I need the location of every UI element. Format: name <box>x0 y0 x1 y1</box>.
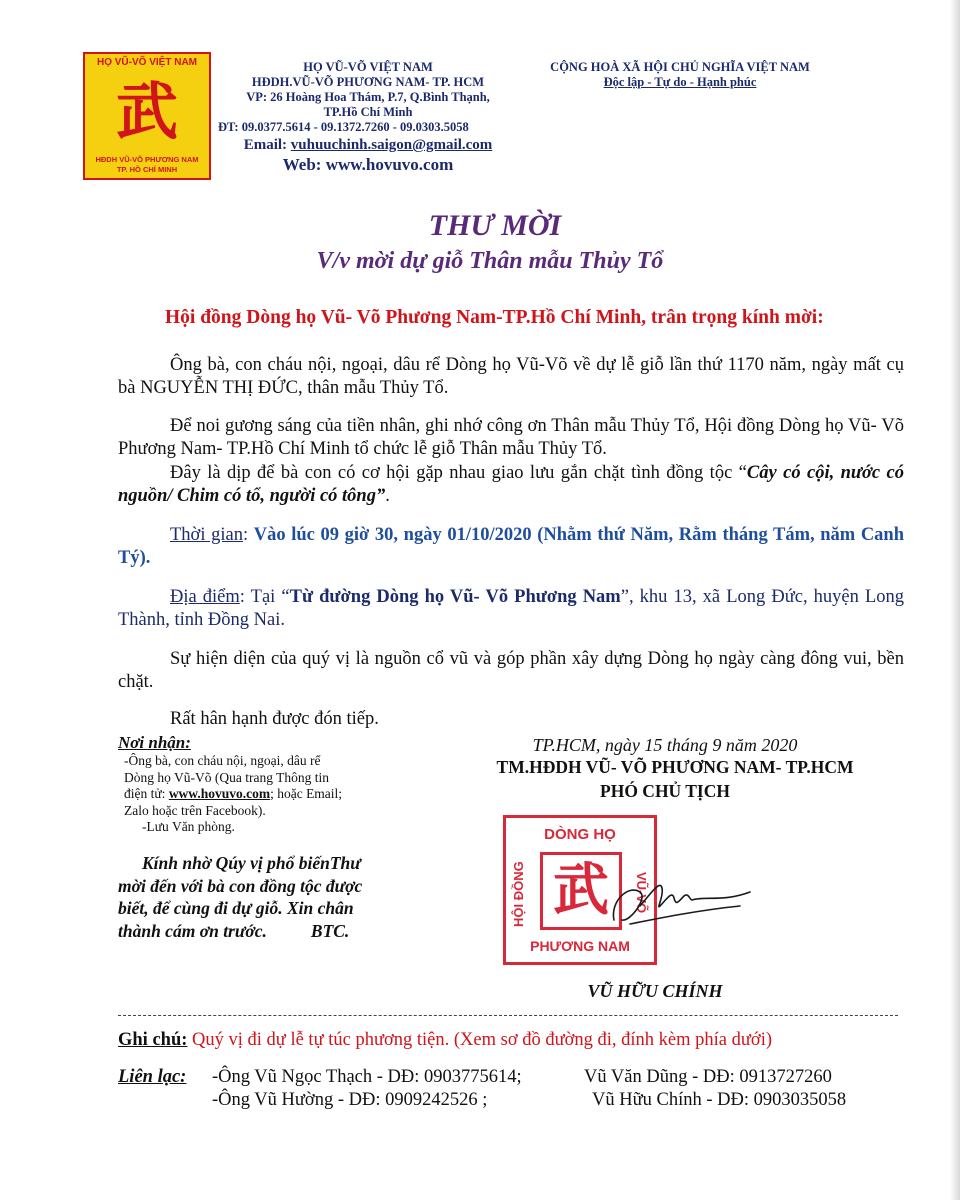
document-subtitle: V/v mời dự giỗ Thân mẫu Thủy Tổ <box>316 248 664 274</box>
divider-line <box>118 1015 898 1016</box>
contact-label: Liên lạc: <box>118 1067 187 1087</box>
logo-top-text: HỌ VŨ-VÕ VIỆT NAM <box>96 57 197 68</box>
clan-logo <box>83 52 211 180</box>
org-address: VP: 26 Hoàng Hoa Thám, P.7, Q.Bình Thạnh, <box>246 90 490 104</box>
logo-glyph: 武 <box>115 79 178 147</box>
note-label: Ghi chú: <box>118 1030 188 1050</box>
recipients-line4: Zalo hoặc trên Facebook). <box>124 802 266 818</box>
logo-bottom-line2: TP. HỒ CHÍ MINH <box>116 165 178 174</box>
org-line2: HĐDH.VŨ-VÕ PHƯƠNG NAM- TP. HCM <box>251 75 485 89</box>
contact-row-1 <box>118 1066 908 1089</box>
nation-motto: Độc lập - Tự do - Hạnh phúc <box>603 75 757 89</box>
recipients-block <box>118 733 418 836</box>
note-signoff: BTC. <box>310 920 350 941</box>
contact-row2-a: -Ông Vũ Hường - DĐ: 0909242526 ; <box>212 1090 488 1110</box>
nation-title: CỘNG HOÀ XÃ HỘI CHỦ NGHĨA VIỆT NAM <box>550 60 810 74</box>
sign-date: TP.HCM, ngày 15 tháng 9 năm 2020 <box>532 735 798 755</box>
page-edge-shadow <box>950 0 960 1200</box>
welcome-text: Rất hân hạnh được đón tiếp. <box>170 709 379 729</box>
stamp-right-text: VŨ-VÕ <box>634 872 649 914</box>
logo-bottom-line1: HĐDH VŨ-VÕ PHƯƠNG NAM <box>95 155 199 164</box>
contact-block <box>118 1066 908 1112</box>
time-value: Vào lúc 09 giờ 30, ngày 01/10/2020 (Nhằm thứ Năm, Rằm tháng Tám, năm Canh Tý). <box>118 525 905 568</box>
paragraph-4-text: Sự hiện diện của quý vị là nguồn cổ vũ và góp phần xây dựng Dòng họ ngày càng đông vui, bền chặt. <box>118 649 904 692</box>
time-label: Thời gian <box>170 525 243 545</box>
paragraph-4 <box>118 648 904 694</box>
note-line2: mời đến với bà con đồng tộc được <box>118 875 363 896</box>
note-line1: Kính nhờ Qúy vị phổ biếnThư <box>142 853 361 873</box>
org-email-line <box>218 136 518 154</box>
paragraph-3 <box>118 462 904 508</box>
org-email-label: Email: <box>243 137 288 153</box>
recipients-line3-pre: điện tử: <box>124 786 169 801</box>
contact-row1-a: -Ông Vũ Ngọc Thạch - DĐ: 0903775614; <box>212 1067 522 1087</box>
signer-name: VŨ HỮU CHÍNH <box>587 981 723 1001</box>
place-name: Từ đường Dòng họ Vũ- Võ Phương Nam <box>289 587 621 607</box>
paragraph-3-text: Đây là dịp để bà con có cơ hội gặp nhau giao lưu gắn chặt tình đồng tộc “ <box>170 463 747 483</box>
contact-row2-b: Vũ Hữu Chính - DĐ: 0903035058 <box>592 1090 847 1110</box>
signature-mark <box>600 862 760 942</box>
greeting: Hội đồng Dòng họ Vũ- Võ Phương Nam-TP.Hồ Chí Minh, trân trọng kính mời: <box>165 307 824 328</box>
place-label: Địa điểm <box>170 587 240 607</box>
national-header <box>530 60 830 90</box>
org-line1: HỌ VŨ-VÕ VIỆT NAM <box>303 60 433 74</box>
recipients-label: Nơi nhận: <box>118 733 191 752</box>
place-pre: Tại “ <box>250 587 290 607</box>
note-line <box>118 1029 772 1052</box>
org-header <box>218 60 518 175</box>
recipients-line3 <box>118 786 418 803</box>
note-line3: biết, để cùng đi dự giỗ. Xin chân <box>118 898 354 918</box>
recipients-line3-post: ; hoặc Email; <box>270 786 343 801</box>
contact-row-2 <box>118 1089 908 1112</box>
dissemination-note <box>118 852 428 942</box>
note-line4 <box>118 920 428 943</box>
sign-role: PHÓ CHỦ TỊCH <box>600 781 730 801</box>
stamp-bottom-text: PHƯƠNG NAM <box>530 938 630 954</box>
recipients-line5: -Lưu Văn phòng. <box>142 819 235 834</box>
document-title: THƯ MỜI <box>428 209 562 242</box>
org-city: TP.Hồ Chí Minh <box>323 105 413 119</box>
org-phone: ĐT: 09.0377.5614 - 09.1372.7260 - 09.0303.5058 <box>218 120 469 134</box>
paragraph-3-quote: Cây có cội, nước có nguồn/ Chim có tổ, người có tông” <box>118 463 904 506</box>
contact-row1-b: Vũ Văn Dũng - DĐ: 0913727260 <box>584 1067 832 1087</box>
paragraph-2 <box>118 415 904 461</box>
stamp-glyph: 武 <box>553 860 609 922</box>
note-line4-text: thành cám ơn trước. <box>118 920 267 941</box>
org-email-link[interactable]: vuhuuchinh.saigon@gmail.com <box>290 137 493 153</box>
stamp-left-text: HỘI ĐỒNG <box>511 861 526 927</box>
paragraph-3-end: . <box>385 486 390 506</box>
note-text: Quý vị đi dự lễ tự túc phương tiện. (Xem sơ đồ đường đi, đính kèm phía dưới) <box>192 1030 772 1050</box>
recipients-line2: Dòng họ Vũ-Võ (Qua trang Thông tin <box>124 769 329 785</box>
time-paragraph: Thời gian: Vào lúc 09 giờ 30, ngày 01/10/2020 (Nhằm thứ Năm, Rằm tháng Tám, năm Canh Tý). <box>118 525 905 568</box>
paragraph-1-text: Ông bà, con cháu nội, ngoại, dâu rể Dòng họ Vũ-Võ về dự lễ giỗ lần thứ 1170 năm, ngày mất cụ bà NGUYỄN THỊ ĐỨC, thân mẫu Thủy Tổ. <box>118 355 904 398</box>
stamp-top-text: DÒNG HỌ <box>544 826 616 843</box>
org-web[interactable]: Web: www.hovuvo.com <box>282 155 454 174</box>
recipients-website-link[interactable]: www.hovuvo.com <box>168 786 271 801</box>
paragraph-2-text: Để noi gương sáng của tiền nhân, ghi nhớ công ơn Thân mẫu Thủy Tổ, Hội đồng Dòng họ Vũ- Võ Phương Nam- TP.Hồ Chí Minh tổ chức lễ giỗ Thân mẫu Thủy Tổ. <box>118 416 904 459</box>
sign-organization: TM.HĐDH VŨ- VÕ PHƯƠNG NAM- TP.HCM <box>496 757 854 777</box>
place-paragraph: Địa điểm: Tại “Từ đường Dòng họ Vũ- Võ Phương Nam”, khu 13, xã Long Đức, huyện Long Thành, tỉnh Đồng Nai. <box>118 587 904 630</box>
place-post: ”, khu 13, xã Long Đức, huyện Long Thành, tỉnh Đồng Nai. <box>118 587 904 630</box>
paragraph-1 <box>118 354 904 400</box>
recipients-line1: -Ông bà, con cháu nội, ngoại, dâu rể <box>124 753 321 768</box>
